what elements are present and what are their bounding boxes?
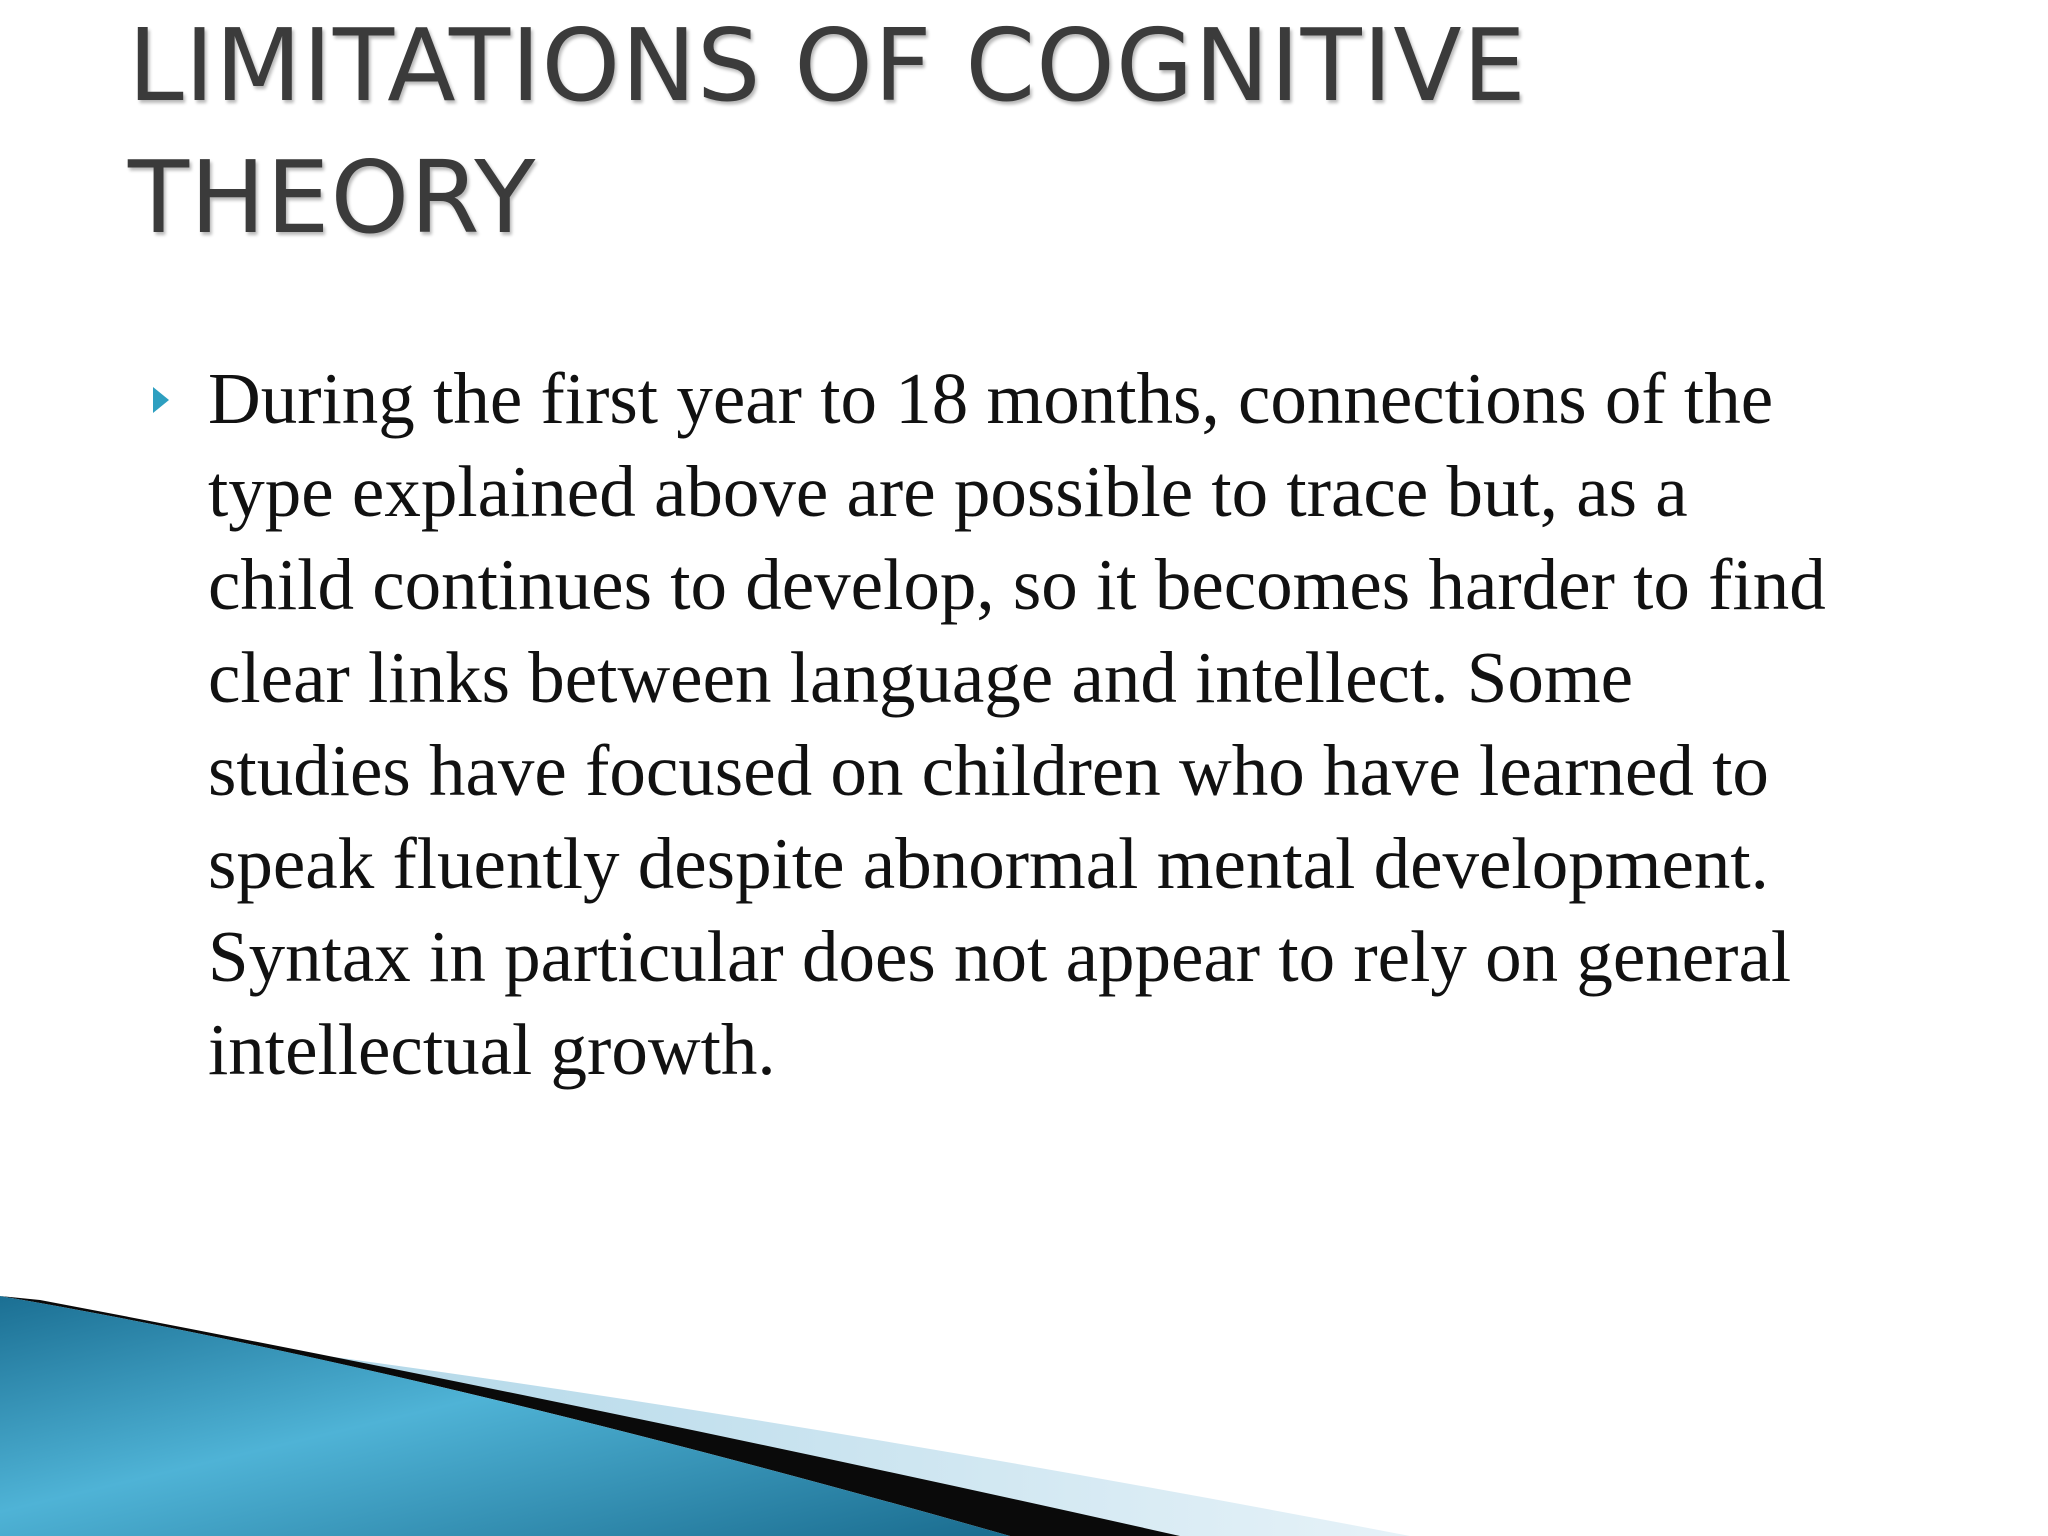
slide-body <box>150 352 1940 1096</box>
swoosh-blue-band <box>0 1296 1010 1536</box>
triangle-right-icon <box>153 387 169 413</box>
bullet-line-3: child continues to develop, so it becomes harder to find <box>208 544 1826 625</box>
bullet-line-1: During the first year to 18 months, connections of the <box>208 358 1774 439</box>
slide-title-line-2: THEORY <box>128 139 537 256</box>
bullet-line-2: type explained above are possible to trace but, as a <box>208 451 1688 532</box>
bullet-line-8: intellectual growth. <box>208 1009 776 1090</box>
bullet-item <box>150 352 1940 1096</box>
bullet-line-7: Syntax in particular does not appear to rely on general <box>208 916 1792 997</box>
bullet-line-5: studies have focused on children who have learned to <box>208 730 1769 811</box>
swoosh-dark-band <box>0 1296 1180 1536</box>
slide-title <box>128 0 1888 264</box>
bullet-line-4: clear links between language and intellect. Some <box>208 637 1633 718</box>
swoosh-light-band <box>140 1332 1410 1536</box>
slide-title-line-1: LIMITATIONS OF COGNITIVE <box>128 7 1527 124</box>
bullet-line-6: speak fluently despite abnormal mental development. <box>208 823 1769 904</box>
